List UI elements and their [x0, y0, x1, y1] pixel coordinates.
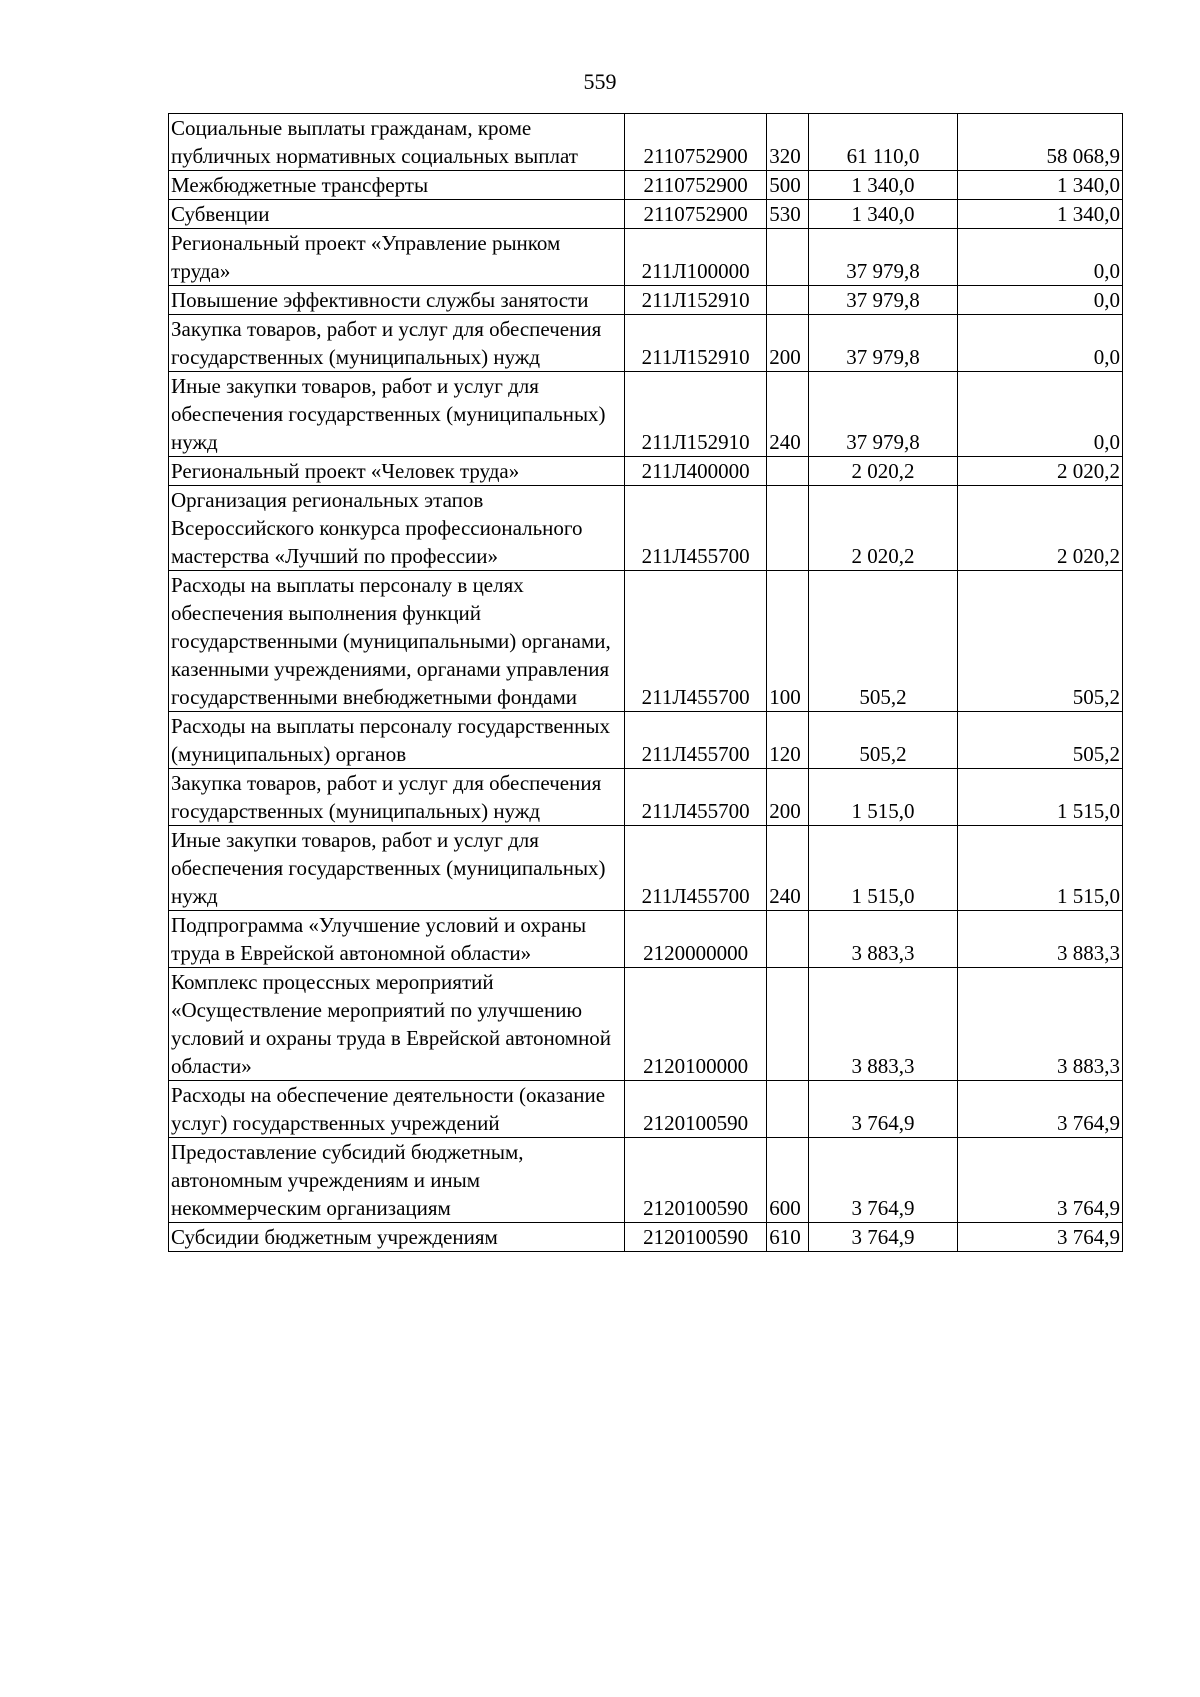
row-amount-1: 3 764,9	[809, 1223, 957, 1252]
table-row	[169, 315, 1123, 372]
row-expense-type	[767, 968, 809, 1081]
row-name: Расходы на обеспечение деятельности (оказание услуг) государственных учреждений	[169, 1081, 625, 1138]
table-row	[169, 1223, 1123, 1252]
row-expense-type	[767, 911, 809, 968]
table-row	[169, 457, 1123, 486]
row-amount-1: 3 883,3	[809, 968, 957, 1081]
row-amount-1: 1 340,0	[809, 171, 957, 200]
row-name: Иные закупки товаров, работ и услуг для обеспечения государственных (муниципальных) нужд	[169, 372, 625, 457]
row-expense-type	[767, 229, 809, 286]
row-amount-1: 3 883,3	[809, 911, 957, 968]
table-row	[169, 769, 1123, 826]
row-code: 2120100590	[624, 1081, 766, 1138]
row-code: 2120100590	[624, 1223, 766, 1252]
table-row	[169, 114, 1123, 171]
table-row	[169, 712, 1123, 769]
row-amount-1: 61 110,0	[809, 114, 957, 171]
row-expense-type: 320	[767, 114, 809, 171]
table-row	[169, 571, 1123, 712]
table-row	[169, 1138, 1123, 1223]
row-expense-type	[767, 1081, 809, 1138]
row-amount-2: 3 764,9	[957, 1081, 1122, 1138]
row-name: Субсидии бюджетным учреждениям	[169, 1223, 625, 1252]
row-name: Региональный проект «Человек труда»	[169, 457, 625, 486]
row-amount-2: 1 515,0	[957, 826, 1122, 911]
row-amount-2: 3 883,3	[957, 911, 1122, 968]
row-amount-1: 505,2	[809, 571, 957, 712]
row-code: 211Л152910	[624, 286, 766, 315]
row-expense-type: 120	[767, 712, 809, 769]
row-name: Повышение эффективности службы занятости	[169, 286, 625, 315]
row-expense-type: 600	[767, 1138, 809, 1223]
row-code: 211Л100000	[624, 229, 766, 286]
row-amount-1: 37 979,8	[809, 229, 957, 286]
row-amount-1: 1 515,0	[809, 826, 957, 911]
row-name: Субвенции	[169, 200, 625, 229]
row-code: 2120100000	[624, 968, 766, 1081]
row-amount-1: 37 979,8	[809, 372, 957, 457]
row-code: 211Л455700	[624, 712, 766, 769]
row-amount-2: 58 068,9	[957, 114, 1122, 171]
row-amount-1: 2 020,2	[809, 486, 957, 571]
row-expense-type: 610	[767, 1223, 809, 1252]
table-row	[169, 229, 1123, 286]
row-amount-2: 505,2	[957, 571, 1122, 712]
row-amount-1: 37 979,8	[809, 286, 957, 315]
row-amount-1: 1 340,0	[809, 200, 957, 229]
row-amount-1: 3 764,9	[809, 1081, 957, 1138]
row-code: 211Л455700	[624, 826, 766, 911]
row-amount-2: 1 340,0	[957, 200, 1122, 229]
row-expense-type: 240	[767, 372, 809, 457]
row-name: Межбюджетные трансферты	[169, 171, 625, 200]
row-name: Подпрограмма «Улучшение условий и охраны труда в Еврейской автономной области»	[169, 911, 625, 968]
row-amount-2: 1 515,0	[957, 769, 1122, 826]
budget-table	[168, 113, 1123, 1252]
table-row	[169, 171, 1123, 200]
row-expense-type	[767, 486, 809, 571]
row-name: Социальные выплаты гражданам, кроме публичных нормативных социальных выплат	[169, 114, 625, 171]
row-amount-2: 2 020,2	[957, 457, 1122, 486]
row-code: 2110752900	[624, 171, 766, 200]
row-code: 211Л455700	[624, 769, 766, 826]
row-name: Организация региональных этапов Всероссийского конкурса профессионального мастерства «Лучший по профессии»	[169, 486, 625, 571]
row-code: 2120100590	[624, 1138, 766, 1223]
row-expense-type: 240	[767, 826, 809, 911]
row-name: Закупка товаров, работ и услуг для обеспечения государственных (муниципальных) нужд	[169, 769, 625, 826]
table-row	[169, 200, 1123, 229]
row-amount-2: 0,0	[957, 229, 1122, 286]
row-expense-type: 530	[767, 200, 809, 229]
row-name: Закупка товаров, работ и услуг для обеспечения государственных (муниципальных) нужд	[169, 315, 625, 372]
row-code: 211Л400000	[624, 457, 766, 486]
row-code: 211Л152910	[624, 372, 766, 457]
table-row	[169, 1081, 1123, 1138]
row-amount-2: 3 764,9	[957, 1138, 1122, 1223]
table-row	[169, 286, 1123, 315]
row-code: 2110752900	[624, 200, 766, 229]
row-expense-type: 500	[767, 171, 809, 200]
row-expense-type: 200	[767, 769, 809, 826]
row-code: 2120000000	[624, 911, 766, 968]
row-name: Региональный проект «Управление рынком труда»	[169, 229, 625, 286]
row-expense-type: 100	[767, 571, 809, 712]
row-amount-1: 3 764,9	[809, 1138, 957, 1223]
row-name: Комплекс процессных мероприятий «Осуществление мероприятий по улучшению условий и охраны труда в Еврейской автономной области»	[169, 968, 625, 1081]
row-amount-1: 2 020,2	[809, 457, 957, 486]
table-row	[169, 968, 1123, 1081]
table-row	[169, 486, 1123, 571]
table-row	[169, 826, 1123, 911]
row-amount-2: 0,0	[957, 372, 1122, 457]
row-amount-2: 3 764,9	[957, 1223, 1122, 1252]
row-name: Расходы на выплаты персоналу в целях обеспечения выполнения функций государственными (муниципальными) органами, казенными учреждениями, органами управления государственными внебюджетными фондами	[169, 571, 625, 712]
row-amount-2: 2 020,2	[957, 486, 1122, 571]
budget-table-body	[169, 114, 1123, 1252]
row-code: 211Л152910	[624, 315, 766, 372]
table-row	[169, 372, 1123, 457]
row-code: 211Л455700	[624, 571, 766, 712]
page-number: 559	[583, 69, 617, 94]
row-name: Предоставление субсидий бюджетным, автономным учреждениям и иным некоммерческим организациям	[169, 1138, 625, 1223]
row-expense-type: 200	[767, 315, 809, 372]
row-code: 2110752900	[624, 114, 766, 171]
row-amount-1: 37 979,8	[809, 315, 957, 372]
row-amount-2: 0,0	[957, 286, 1122, 315]
row-amount-1: 505,2	[809, 712, 957, 769]
row-name: Расходы на выплаты персоналу государственных (муниципальных) органов	[169, 712, 625, 769]
row-expense-type	[767, 457, 809, 486]
row-code: 211Л455700	[624, 486, 766, 571]
row-expense-type	[767, 286, 809, 315]
row-amount-2: 0,0	[957, 315, 1122, 372]
row-amount-2: 505,2	[957, 712, 1122, 769]
row-amount-2: 3 883,3	[957, 968, 1122, 1081]
row-name: Иные закупки товаров, работ и услуг для обеспечения государственных (муниципальных) нужд	[169, 826, 625, 911]
row-amount-1: 1 515,0	[809, 769, 957, 826]
table-row	[169, 911, 1123, 968]
row-amount-2: 1 340,0	[957, 171, 1122, 200]
